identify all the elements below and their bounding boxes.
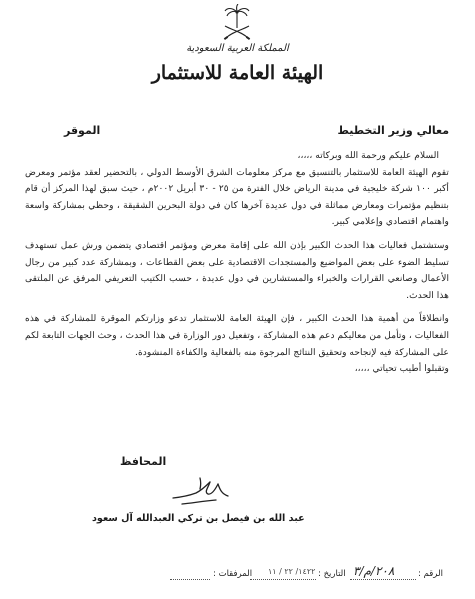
attachments-label: المرفقات :: [213, 569, 253, 579]
paragraph-1: تقوم الهيئة العامة للاستثمار بالتنسيق مع مركز معلومات الشرق الأوسط الدولي ، بالتحضير لعقد مؤتمر ومعرض أكبر ١٠٠ شركة خليجية في مدينة الرياض خلال الفترة من ٢٥ - ٣٠ أبريل ٢٠٠٢م ، حيث سبق لهذا المركز أن قام بتنظيم مؤتمرات ومعارض مماثلة في دول عديدة آخرها كان في دولة البحرين الشقيقة ، وحظي بمشاركة واسعة واهتمام اقتصادي وإعلامي كبير.: [25, 166, 449, 228]
date-dotted-line: [250, 579, 316, 580]
signer-name: عبد الله بن فيصل بن تركي العبدالله آل سعود: [92, 513, 305, 524]
letter-body: [25, 148, 449, 378]
number-dotted-line: [350, 579, 416, 580]
handwritten-signature-icon: [170, 470, 232, 510]
date-value: ١٤٢٢/ ٢٢ / ١١: [268, 567, 316, 576]
date-label: التاريخ :: [318, 569, 346, 579]
attachments-dotted-line: [170, 579, 210, 580]
number-label: الرقم :: [418, 569, 443, 579]
paragraph-2: وستشتمل فعاليات هذا الحدث الكبير بإذن الله على إقامة معرض ومؤتمر اقتصادي يتضمن ورش عمل تستهدف تسليط الضوء على بعض المواضيع والمستجدات الاقتصادية على بعض القطاعات ، وبمشاركة عدد كبير من رجال الأعمال وصانعي القرارات والخبراء والمستشارين في دول عديدة ، حسب الكتيب التعريفي المرفق عن الملتقى هذا الحدث.: [25, 239, 449, 301]
reference-number: ٢٠٨/م/٣: [353, 564, 395, 578]
governor-title: المحافظ: [120, 455, 167, 468]
recipient-line: معالي وزير التخطيط: [337, 124, 449, 137]
kingdom-name-logotype: المملكة العربية السعودية: [186, 43, 289, 54]
paragraph-3: وانطلاقاً من أهمية هذا الحدث الكبير ، فإن الهيئة العامة للاستثمار تدعو وزارتكم الموقرة للمشاركة في هذه الفعاليات ، وتأمل من معاليكم دعم هذه المشاركة ، وتفعيل دور الوزارة في هذا الحدث ، وحث الجهات التابعة لكم على المشاركة فيه لإنجاحه وتحقيق النتائج المرجوة منه بالفعالية والكفاءة المنشودة.: [25, 313, 449, 358]
greeting: السلام عليكم ورحمة الله وبركاته ،،،،،: [297, 150, 439, 161]
reference-footer: [0, 566, 475, 586]
closing-regards: وتقبلوا أطيب تحياتي ،،،،،: [354, 363, 449, 375]
palm-and-swords-emblem-icon: [222, 4, 252, 42]
honorific: الموقر: [64, 124, 101, 137]
authority-name-heading: الهيئة العامة للاستثمار: [151, 62, 324, 84]
